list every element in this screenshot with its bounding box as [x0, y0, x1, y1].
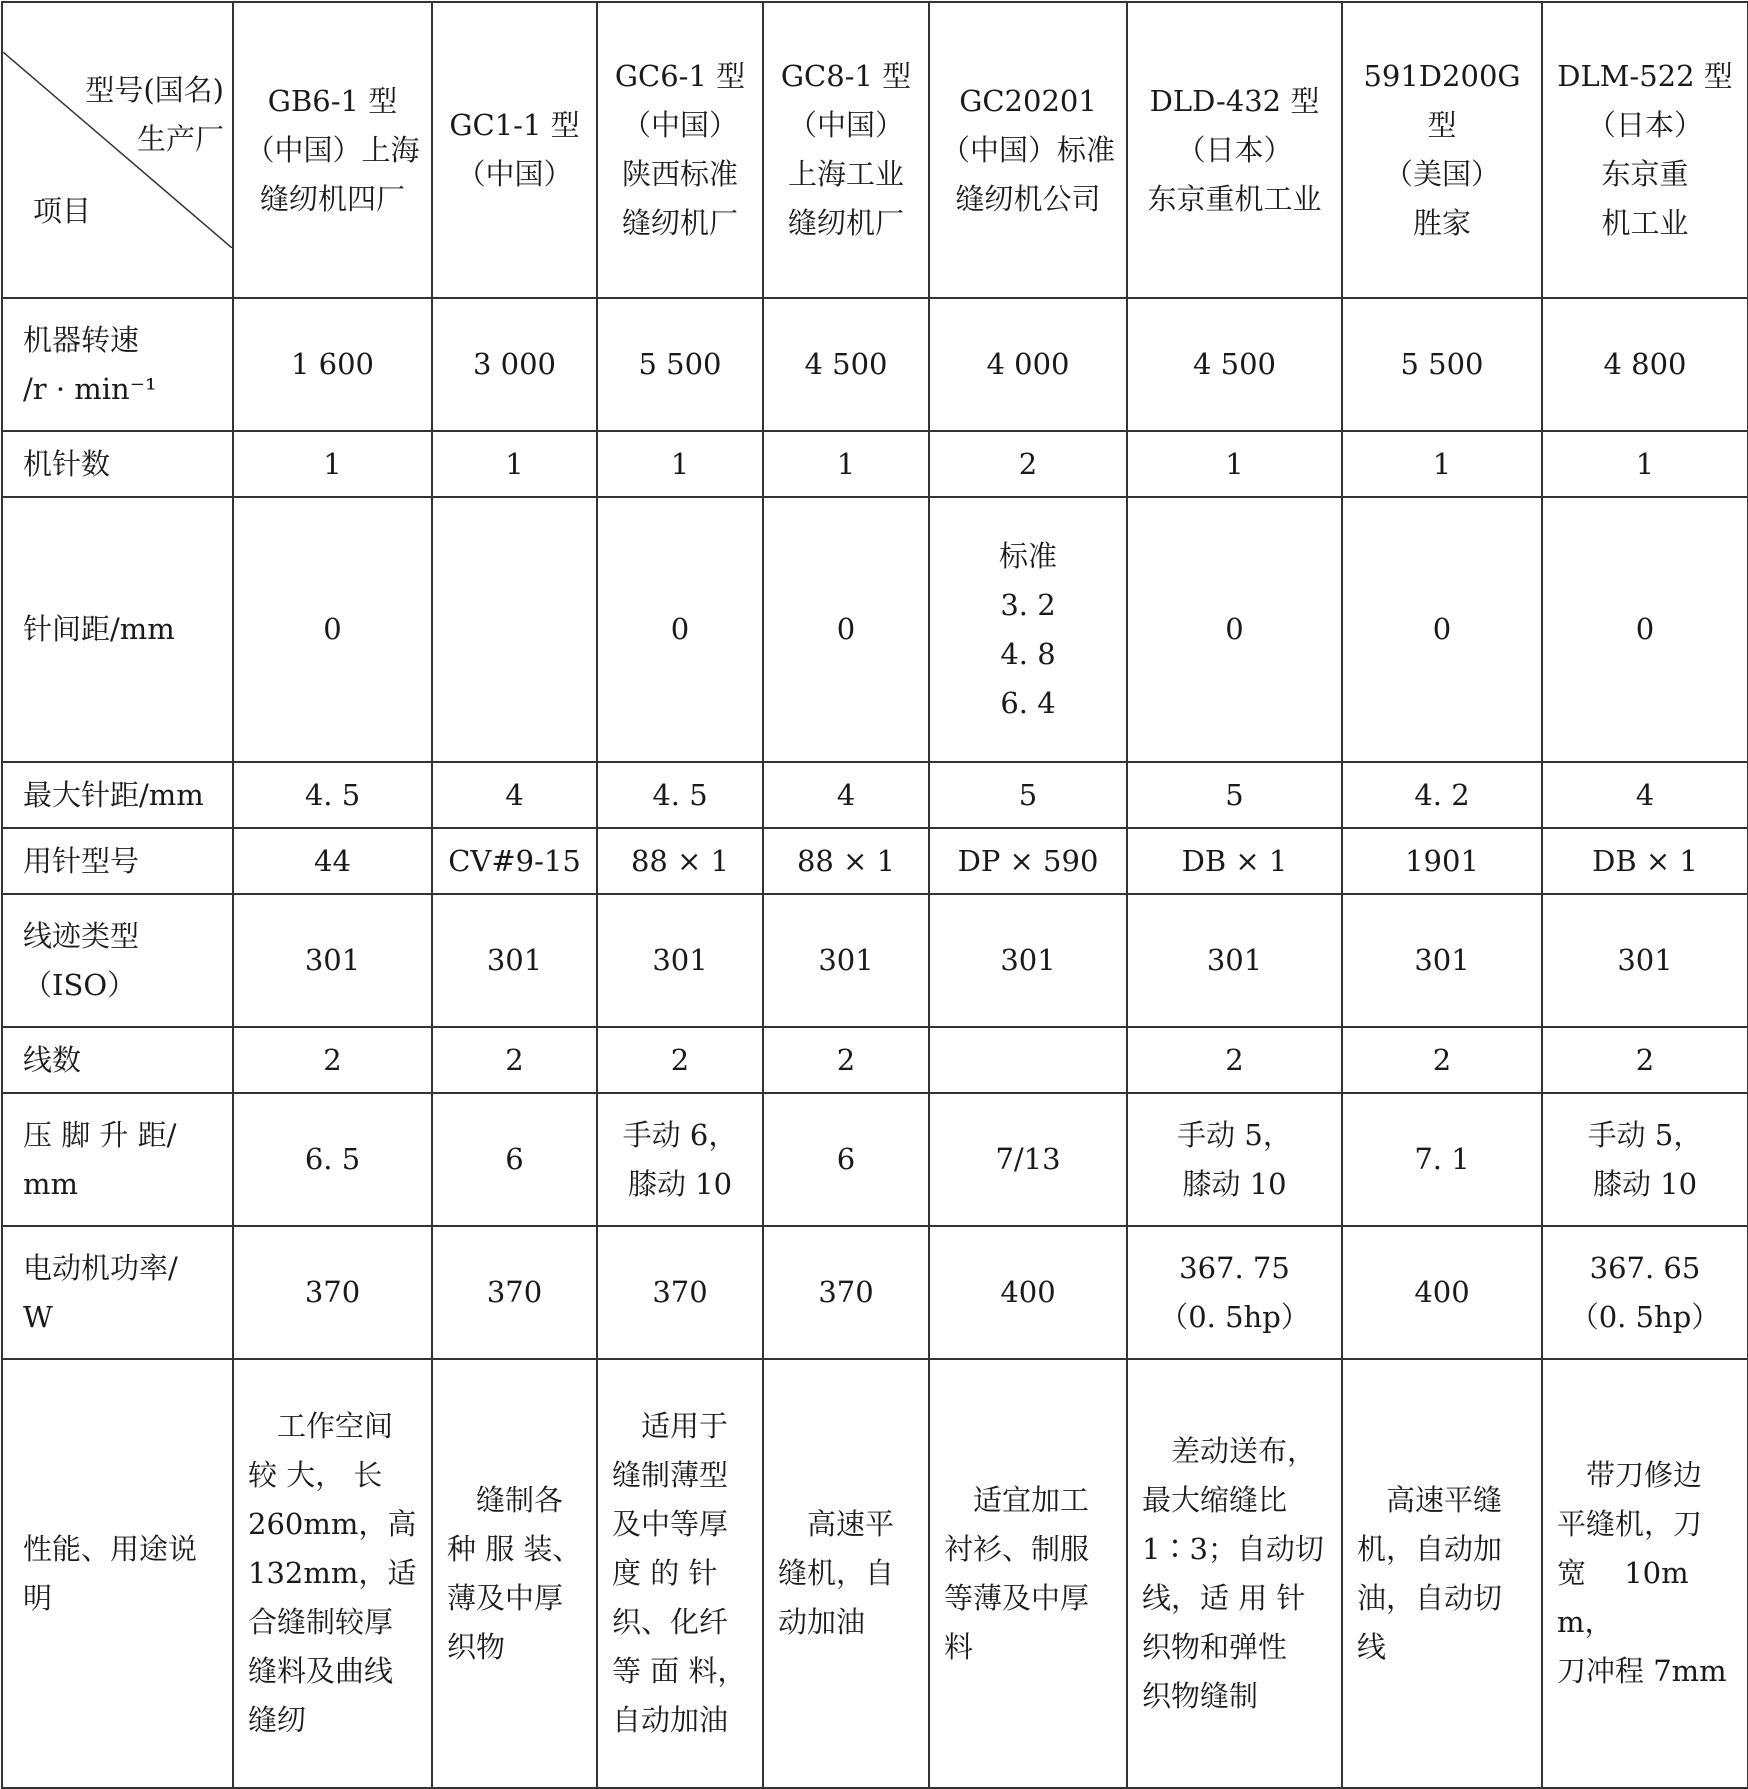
table-cell: 370: [763, 1226, 929, 1359]
table-cell: 400: [929, 1226, 1127, 1359]
table-cell: 0: [1127, 497, 1342, 762]
table-cell: 6: [432, 1093, 597, 1226]
table-cell: 400: [1342, 1226, 1542, 1359]
table-cell: 1: [1542, 431, 1748, 497]
table-row: [2, 1027, 1748, 1093]
table-cell: 1: [597, 431, 763, 497]
table-cell: 4: [763, 762, 929, 828]
table-cell: 7. 1: [1342, 1093, 1542, 1226]
table-cell: 4. 2: [1342, 762, 1542, 828]
row-label: 线数: [2, 1027, 233, 1093]
table-cell: 301: [1542, 894, 1748, 1027]
description-cell: 工作空间 较 大， 长 260mm，高 132mm，适 合缝制较厚 缝料及曲线 缝纫: [233, 1359, 432, 1788]
row-label: 性能、用途说 明: [2, 1359, 233, 1788]
description-cell: 高速平 缝机，自 动加油: [763, 1359, 929, 1788]
table-cell: 0: [1542, 497, 1748, 762]
description-cell: 带刀修边 平缝机，刀 宽 10mm， 刀冲程 7mm: [1542, 1359, 1748, 1788]
table-cell: 2: [1342, 1027, 1542, 1093]
description-cell: 适用于 缝制薄型 及中等厚 度 的 针 织、化纤 等 面 料， 自动加油: [597, 1359, 763, 1788]
sewing-machine-spec-table: [1, 1, 1748, 1789]
table-cell: 1: [233, 431, 432, 497]
row-label: 针间距/mm: [2, 497, 233, 762]
table-cell: 0: [233, 497, 432, 762]
table-row: [2, 762, 1748, 828]
model-header: DLM-522 型 （日本） 东京重 机工业: [1542, 2, 1748, 298]
table-cell: 3 000: [432, 298, 597, 431]
table-cell: 6: [763, 1093, 929, 1226]
table-row: [2, 894, 1748, 1027]
model-header: DLD-432 型 （日本） 东京重机工业: [1127, 2, 1342, 298]
row-label: 机器转速 /r · min⁻¹: [2, 298, 233, 431]
table-cell: 5 500: [597, 298, 763, 431]
table-cell: DB × 1: [1542, 828, 1748, 894]
table-cell: 6. 5: [233, 1093, 432, 1226]
description-cell: 差动送布， 最大缩缝比 1∶3；自动切 线，适 用 针 织物和弹性 织物缝制: [1127, 1359, 1342, 1788]
table-cell: 2: [432, 1027, 597, 1093]
table-cell: 2: [929, 431, 1127, 497]
table-row: [2, 1093, 1748, 1226]
table-cell: 1: [1127, 431, 1342, 497]
row-label: 用针型号: [2, 828, 233, 894]
table-cell: 5 500: [1342, 298, 1542, 431]
table-cell: 367. 75 （0. 5hp）: [1127, 1226, 1342, 1359]
table-cell: 88 × 1: [597, 828, 763, 894]
table-cell: 手动 5， 膝动 10: [1127, 1093, 1342, 1226]
description-cell: 高速平缝 机，自动加 油，自动切 线: [1342, 1359, 1542, 1788]
table-cell: 0: [597, 497, 763, 762]
model-header: GC20201 （中国）标准 缝纫机公司: [929, 2, 1127, 298]
table-cell: 301: [432, 894, 597, 1027]
description-cell: 缝制各 种 服 装、 薄及中厚 织物: [432, 1359, 597, 1788]
model-header: GB6-1 型 （中国）上海 缝纫机四厂: [233, 2, 432, 298]
table-cell: 4 500: [1127, 298, 1342, 431]
model-header: GC1-1 型 （中国）: [432, 2, 597, 298]
table-cell: 1901: [1342, 828, 1542, 894]
table-cell: 0: [763, 497, 929, 762]
table-cell: 2: [1127, 1027, 1342, 1093]
table-cell: 4 000: [929, 298, 1127, 431]
table-cell: DP × 590: [929, 828, 1127, 894]
table-cell: 44: [233, 828, 432, 894]
table-cell: 301: [1342, 894, 1542, 1027]
table-cell: 4: [432, 762, 597, 828]
table-cell: 7/13: [929, 1093, 1127, 1226]
table-cell: 标准 3. 2 4. 8 6. 4: [929, 497, 1127, 762]
table-cell: 5: [1127, 762, 1342, 828]
row-label: 压 脚 升 距/ mm: [2, 1093, 233, 1226]
table-cell: 手动 6， 膝动 10: [597, 1093, 763, 1226]
table-cell: 370: [233, 1226, 432, 1359]
table-row: [2, 1359, 1748, 1788]
table-cell: 301: [233, 894, 432, 1027]
table-cell: 367. 65 （0. 5hp）: [1542, 1226, 1748, 1359]
table-cell: 301: [763, 894, 929, 1027]
table-cell: 2: [233, 1027, 432, 1093]
table-cell: 4: [1542, 762, 1748, 828]
table-cell: DB × 1: [1127, 828, 1342, 894]
table-cell: 4 800: [1542, 298, 1748, 431]
table-cell: 2: [1542, 1027, 1748, 1093]
table-cell: [432, 497, 597, 762]
table-cell: 1 600: [233, 298, 432, 431]
table-cell: 手动 5， 膝动 10: [1542, 1093, 1748, 1226]
table-cell: 301: [597, 894, 763, 1027]
table-cell: [929, 1027, 1127, 1093]
table-row: [2, 431, 1748, 497]
header-row: [2, 2, 1748, 298]
corner-header-cell: [2, 2, 233, 298]
table-cell: 4. 5: [233, 762, 432, 828]
corner-model-label: 型号(国名) 生产厂: [85, 73, 224, 156]
table-cell: 1: [1342, 431, 1542, 497]
table-cell: 370: [597, 1226, 763, 1359]
table-cell: 301: [1127, 894, 1342, 1027]
table-row: [2, 497, 1748, 762]
table-row: [2, 828, 1748, 894]
model-header: GC6-1 型 （中国） 陕西标准 缝纫机厂: [597, 2, 763, 298]
table-cell: 4. 5: [597, 762, 763, 828]
table-cell: 1: [763, 431, 929, 497]
corner-item-label: 项目: [33, 194, 92, 228]
table-cell: 5: [929, 762, 1127, 828]
row-label: 最大针距/mm: [2, 762, 233, 828]
row-label: 电动机功率/ W: [2, 1226, 233, 1359]
model-header: 591D200G 型 （美国） 胜家: [1342, 2, 1542, 298]
description-cell: 适宜加工 衬衫、制服 等薄及中厚 料: [929, 1359, 1127, 1788]
table-cell: 88 × 1: [763, 828, 929, 894]
table-cell: 2: [763, 1027, 929, 1093]
table-cell: CV#9-15: [432, 828, 597, 894]
model-header: GC8-1 型 （中国） 上海工业 缝纫机厂: [763, 2, 929, 298]
row-label: 线迹类型 （ISO）: [2, 894, 233, 1027]
table-cell: 370: [432, 1226, 597, 1359]
table-cell: 2: [597, 1027, 763, 1093]
table-cell: 0: [1342, 497, 1542, 762]
table-cell: 4 500: [763, 298, 929, 431]
table-row: [2, 298, 1748, 431]
table-row: [2, 1226, 1748, 1359]
row-label: 机针数: [2, 431, 233, 497]
table-cell: 1: [432, 431, 597, 497]
table-cell: 301: [929, 894, 1127, 1027]
